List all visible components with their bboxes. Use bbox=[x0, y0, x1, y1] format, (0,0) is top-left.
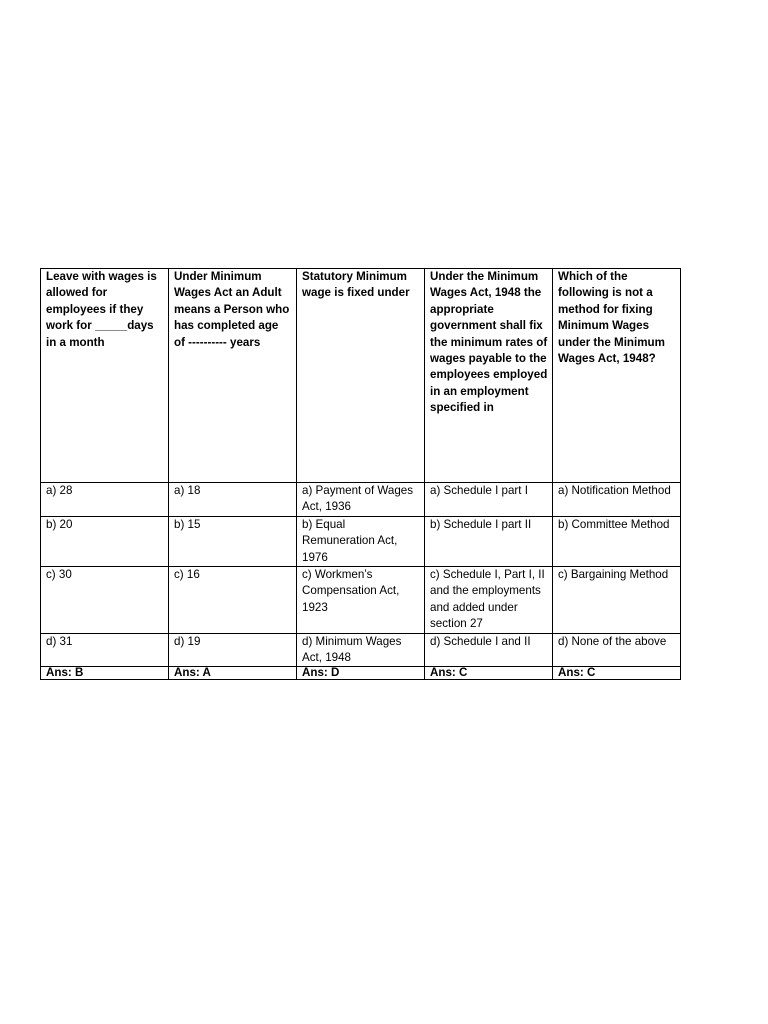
mcq-table bbox=[40, 268, 681, 680]
q4-answer: Ans: C bbox=[425, 667, 553, 680]
answer-row bbox=[41, 667, 681, 680]
question-row bbox=[41, 269, 681, 483]
q1-option-b: b) 20 bbox=[41, 516, 169, 566]
q3-option-c: c) Workmen’s Compensation Act, 1923 bbox=[297, 567, 425, 634]
q3-answer: Ans: D bbox=[297, 667, 425, 680]
q3-option-a: a) Payment of Wages Act, 1936 bbox=[297, 483, 425, 517]
q2-option-d: d) 19 bbox=[169, 633, 297, 667]
question-2: Under Minimum Wages Act an Adult means a Person who has completed age of ---------- years bbox=[169, 269, 297, 483]
q1-option-d: d) 31 bbox=[41, 633, 169, 667]
q5-option-c: c) Bargaining Method bbox=[553, 567, 681, 634]
q4-option-d: d) Schedule I and II bbox=[425, 633, 553, 667]
question-1: Leave with wages is allowed for employees if they work for _____days in a month bbox=[41, 269, 169, 483]
q2-option-c: c) 16 bbox=[169, 567, 297, 634]
question-5: Which of the following is not a method for fixing Minimum Wages under the Minimum Wages Act, 1948? bbox=[553, 269, 681, 483]
question-4: Under the Minimum Wages Act, 1948 the appropriate government shall fix the minimum rates of wages payable to the employees employed in an employment specified in bbox=[425, 269, 553, 483]
q5-option-a: a) Notification Method bbox=[553, 483, 681, 517]
option-row-a bbox=[41, 483, 681, 517]
q2-option-a: a) 18 bbox=[169, 483, 297, 517]
q3-option-b: b) Equal Remuneration Act, 1976 bbox=[297, 516, 425, 566]
q5-answer: Ans: C bbox=[553, 667, 681, 680]
q4-option-a: a) Schedule I part I bbox=[425, 483, 553, 517]
option-row-b bbox=[41, 516, 681, 566]
q2-answer: Ans: A bbox=[169, 667, 297, 680]
q5-option-d: d) None of the above bbox=[553, 633, 681, 667]
q4-option-b: b) Schedule I part II bbox=[425, 516, 553, 566]
q1-option-c: c) 30 bbox=[41, 567, 169, 634]
q5-option-b: b) Committee Method bbox=[553, 516, 681, 566]
option-row-c bbox=[41, 567, 681, 634]
q1-answer: Ans: B bbox=[41, 667, 169, 680]
q3-option-d: d) Minimum Wages Act, 1948 bbox=[297, 633, 425, 667]
q1-option-a: a) 28 bbox=[41, 483, 169, 517]
option-row-d bbox=[41, 633, 681, 667]
question-3: Statutory Minimum wage is fixed under bbox=[297, 269, 425, 483]
q4-option-c: c) Schedule I, Part I, II and the employments and added under section 27 bbox=[425, 567, 553, 634]
q2-option-b: b) 15 bbox=[169, 516, 297, 566]
